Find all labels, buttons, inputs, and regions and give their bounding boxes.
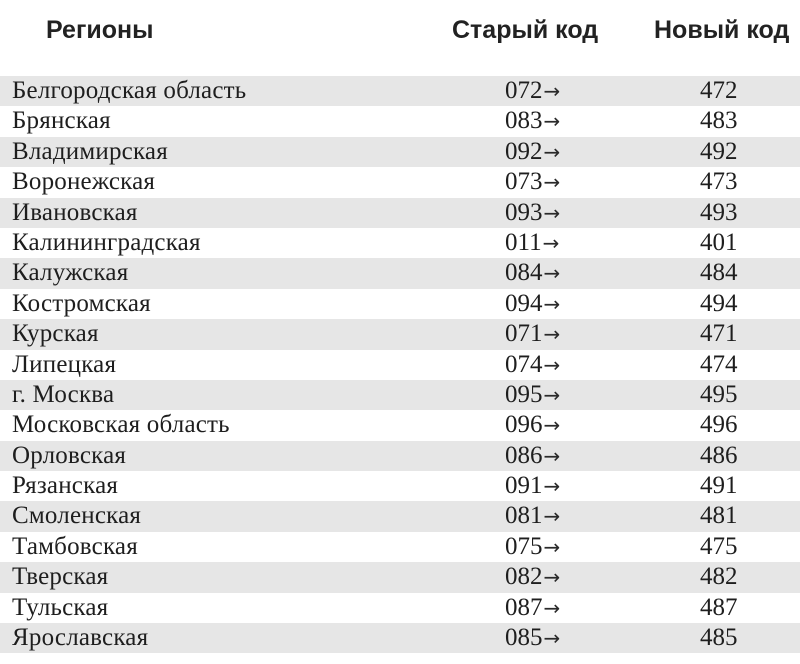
table-row	[0, 532, 800, 562]
old-code: 082	[505, 563, 543, 591]
new-code: 401	[700, 228, 738, 256]
new-code: 472	[700, 77, 738, 104]
old-code: 095	[505, 380, 543, 408]
table-row	[0, 380, 800, 410]
old-code: 074	[505, 350, 543, 378]
region-name: Смоленская	[12, 502, 142, 530]
region-name: Ярославская	[12, 624, 149, 652]
region-name: Рязанская	[12, 472, 119, 500]
arrow-right-icon: →	[543, 79, 561, 103]
arrow-right-icon: →	[543, 413, 561, 438]
old-code-cell	[505, 258, 560, 288]
region-name: Брянская	[12, 107, 111, 135]
old-code: 091	[505, 472, 543, 500]
old-code-cell	[505, 76, 560, 106]
table-row	[0, 137, 800, 167]
arrow-right-icon: →	[543, 170, 561, 195]
region-name: Воронежская	[12, 168, 156, 196]
new-code: 486	[700, 441, 738, 469]
region-name: Тверская	[12, 563, 109, 591]
old-code-cell	[505, 198, 560, 228]
region-name: Тульская	[12, 593, 109, 621]
table-row	[0, 228, 800, 258]
old-code: 081	[505, 502, 543, 530]
old-code-cell	[505, 562, 560, 592]
arrow-right-icon: →	[543, 200, 561, 225]
arrow-right-icon: →	[543, 109, 561, 134]
new-code: 484	[700, 259, 738, 287]
old-code-cell	[505, 319, 560, 349]
region-name: Калининградская	[12, 228, 201, 256]
table-row	[0, 562, 800, 592]
region-name: Московская область	[12, 411, 230, 439]
table-row	[0, 441, 800, 471]
old-code-cell	[505, 167, 560, 197]
table-row	[0, 198, 800, 228]
old-code: 087	[505, 593, 543, 621]
code-table-body	[0, 76, 800, 653]
old-code: 073	[505, 168, 543, 196]
table-row	[0, 106, 800, 136]
arrow-right-icon: →	[543, 595, 561, 620]
new-code: 485	[700, 624, 738, 652]
old-code-cell	[505, 623, 560, 653]
old-code-cell	[505, 228, 559, 258]
old-code: 096	[505, 411, 543, 439]
header-old-code: Старый код	[452, 16, 599, 44]
region-name: Липецкая	[12, 350, 117, 378]
region-name: г. Москва	[12, 380, 115, 408]
old-code: 092	[505, 137, 543, 165]
old-code-cell	[505, 593, 560, 623]
table-row	[0, 319, 800, 349]
arrow-right-icon: →	[543, 139, 561, 164]
old-code: 083	[505, 107, 543, 135]
old-code: 085	[505, 624, 543, 652]
table-row	[0, 593, 800, 623]
new-code: 492	[700, 137, 738, 165]
old-code-cell	[505, 106, 560, 136]
arrow-right-icon: →	[543, 291, 561, 316]
new-code: 496	[700, 411, 738, 439]
old-code: 084	[505, 259, 543, 287]
arrow-right-icon: →	[543, 352, 561, 377]
arrow-right-icon: →	[543, 504, 561, 529]
new-code: 481	[700, 502, 738, 530]
old-code-cell	[505, 471, 560, 501]
old-code: 094	[505, 289, 543, 317]
arrow-right-icon: →	[543, 565, 561, 590]
old-code: 075	[505, 532, 543, 560]
arrow-right-icon: →	[543, 443, 561, 468]
arrow-right-icon: →	[543, 382, 561, 407]
old-code-cell	[505, 350, 560, 380]
old-code-cell	[505, 532, 560, 562]
arrow-right-icon: →	[543, 261, 561, 286]
table-row	[0, 410, 800, 440]
new-code: 473	[700, 168, 738, 196]
arrow-right-icon: →	[543, 534, 561, 559]
old-code: 086	[505, 441, 543, 469]
old-code: 011	[505, 228, 542, 256]
table-row	[0, 76, 800, 106]
arrow-right-icon: →	[543, 626, 561, 651]
new-code: 493	[700, 198, 738, 226]
region-name: Курская	[12, 320, 99, 348]
new-code: 495	[700, 380, 738, 408]
region-name: Калужская	[12, 259, 129, 287]
new-code: 475	[700, 532, 738, 560]
old-code: 072	[505, 77, 543, 104]
old-code: 071	[505, 320, 543, 348]
table-row	[0, 167, 800, 197]
new-code: 471	[700, 320, 738, 348]
table-row	[0, 471, 800, 501]
old-code-cell	[505, 289, 560, 319]
arrow-right-icon: →	[543, 474, 561, 499]
region-name: Орловская	[12, 441, 127, 469]
region-name: Костромская	[12, 289, 151, 317]
region-name: Владимирская	[12, 137, 168, 165]
region-name: Ивановская	[12, 198, 138, 226]
old-code-cell	[505, 441, 560, 471]
table-row	[0, 258, 800, 288]
new-code: 491	[700, 472, 738, 500]
header-region: Регионы	[46, 16, 154, 44]
table-header	[0, 12, 800, 48]
new-code: 494	[700, 289, 738, 317]
old-code-cell	[505, 380, 560, 410]
new-code: 482	[700, 563, 738, 591]
region-name: Тамбовская	[12, 532, 138, 560]
old-code-cell	[505, 410, 560, 440]
old-code-cell	[505, 137, 560, 167]
table-row	[0, 289, 800, 319]
new-code: 487	[700, 593, 738, 621]
new-code: 483	[700, 107, 738, 135]
region-name: Белгородская область	[12, 77, 247, 104]
arrow-right-icon: →	[543, 322, 561, 347]
arrow-right-icon: →	[542, 230, 560, 255]
old-code-cell	[505, 501, 560, 531]
table-row	[0, 623, 800, 653]
new-code: 474	[700, 350, 738, 378]
table-row	[0, 350, 800, 380]
old-code: 093	[505, 198, 543, 226]
header-new-code: Новый код	[654, 16, 790, 44]
table-row	[0, 501, 800, 531]
